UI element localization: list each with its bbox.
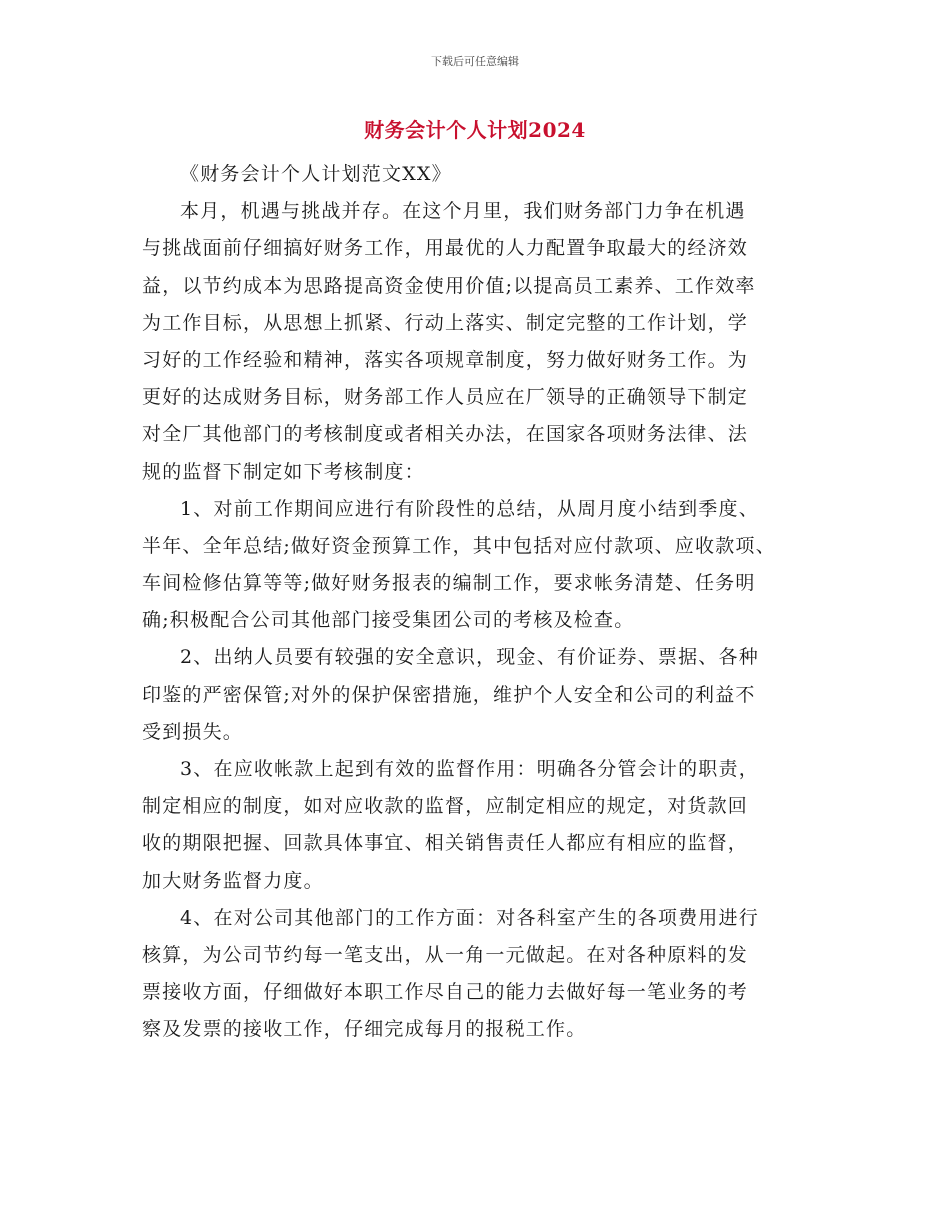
item-4-paragraph [142, 900, 822, 1049]
paragraph-line: 3、在应收帐款上起到有效的监督作用：明确各分管会计的职责， [180, 758, 759, 780]
paragraph-line: 票接收方面，仔细做好本职工作尽自己的能力去做好每一笔业务的考 [142, 981, 749, 1004]
paragraph-line: 益，以节约成本为思路提高资金使用价值;以提高员工素养、工作效率 [142, 274, 756, 297]
paragraph-line: 规的监督下制定如下考核制度： [142, 460, 425, 483]
paragraph-line: 车间检修估算等等;做好财务报表的编制工作，要求帐务清楚、任务明 [142, 572, 756, 595]
paragraph-line: 2、出纳人员要有较强的安全意识，现金、有价证券、票据、各种 [180, 646, 759, 669]
paragraph-line: 察及发票的接收工作，仔细完成每月的报税工作。 [142, 1018, 587, 1041]
paragraph-line: 本月，机遇与挑战并存。在这个月里，我们财务部门力争在机遇 [180, 200, 746, 223]
paragraph-line: 更好的达成财务目标，财务部工作人员应在厂领导的正确领导下制定 [142, 386, 749, 409]
page-header-note: 下载后可任意编辑 [431, 55, 519, 68]
paragraph-line: 4、在对公司其他部门的工作方面：对各科室产生的各项费用进行 [180, 906, 759, 929]
paragraph-line: 半年、全年总结;做好资金预算工作，其中包括对应付款项、应收款项、 [142, 534, 776, 557]
paragraph-line: 受到损失。 [142, 720, 244, 743]
subtitle-paragraph [142, 156, 822, 193]
paragraph-line: 为工作目标，从思想上抓紧、行动上落实、制定完整的工作计划，学 [142, 311, 749, 334]
paragraph-line: 核算，为公司节约每一笔支出，从一角一元做起。在对各种原料的发 [142, 943, 749, 966]
paragraph-line: 习好的工作经验和精神，落实各项规章制度，努力做好财务工作。为 [142, 348, 749, 371]
paragraph-line: 印鉴的严密保管;对外的保护保密措施，维护个人安全和公司的利益不 [142, 683, 756, 706]
document-body [142, 156, 822, 1049]
paragraph-line: 与挑战面前仔细搞好财务工作，用最优的人力配置争取最大的经济效 [142, 237, 749, 260]
paragraph-line: 对全厂其他部门的考核制度或者相关办法，在国家各项财务法律、法 [142, 423, 749, 446]
item-1-paragraph [142, 491, 822, 640]
paragraph-line: 1、对前工作期间应进行有阶段性的总结，从周月度小结到季度、 [180, 497, 759, 520]
paragraph-line: 《财务会计个人计划范文XX》 [180, 163, 452, 185]
paragraph-line: 确;积极配合公司其他部门接受集团公司的考核及检查。 [142, 609, 635, 632]
item-3-paragraph [142, 751, 822, 900]
item-2-paragraph [142, 639, 822, 751]
intro-paragraph [142, 193, 822, 491]
document-title: 财务会计个人计划2024 [364, 118, 586, 142]
paragraph-line: 制定相应的制度，如对应收款的监督，应制定相应的规定，对货款回 [142, 795, 749, 818]
paragraph-line: 加大财务监督力度。 [142, 869, 324, 892]
paragraph-line: 收的期限把握、回款具体事宜、相关销售责任人都应有相应的监督， [142, 832, 749, 855]
